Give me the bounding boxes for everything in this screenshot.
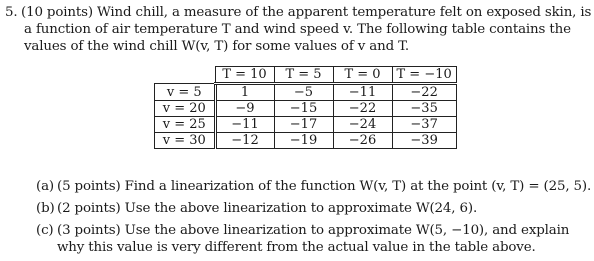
table-corner-cell xyxy=(155,67,216,84)
subparts-list xyxy=(36,178,592,261)
table-cell: −9 xyxy=(215,101,274,117)
table-cell: −15 xyxy=(274,101,333,117)
table-row-header: v = 5 xyxy=(155,84,216,101)
table-cell: −11 xyxy=(333,84,392,101)
table-col-header: T = 0 xyxy=(333,67,392,84)
table-cell: 1 xyxy=(215,84,274,101)
table-cell: −17 xyxy=(274,117,333,133)
part-a xyxy=(36,178,592,195)
table-header-row xyxy=(155,67,457,84)
table-row xyxy=(155,117,457,133)
part-text: (5 points) Find a linearization of the function W(v, T) at the point (v, T) = (25, 5). xyxy=(57,179,592,194)
intro-line-1 xyxy=(5,4,592,21)
table-row-header: v = 25 xyxy=(155,117,216,133)
table-row-header: v = 30 xyxy=(155,133,216,149)
table-cell: −5 xyxy=(274,84,333,101)
part-text: (2 points) Use the above linearization to approximate W(24, 6). xyxy=(57,201,478,216)
part-label: (a) xyxy=(36,179,54,194)
intro-line-3: values of the wind chill W(v, T) for some values of v and T. xyxy=(24,39,410,54)
table-row-header: v = 20 xyxy=(155,101,216,117)
table-cell: −12 xyxy=(215,133,274,149)
intro-line-2: a function of air temperature T and wind speed v. The following table contains the xyxy=(24,22,571,37)
table-row xyxy=(155,101,457,117)
intro-text-1: (10 points) Wind chill, a measure of the apparent temperature felt on exposed skin, is xyxy=(21,5,592,20)
part-b xyxy=(36,200,586,217)
table-cell: −37 xyxy=(392,117,456,133)
table-cell: −35 xyxy=(392,101,456,117)
part-label: (b) xyxy=(36,201,55,216)
part-label: (c) xyxy=(36,223,54,238)
table-row xyxy=(155,133,457,149)
wind-chill-table xyxy=(154,66,457,149)
part-text: (3 points) Use the above linearization to approximate W(5, −10), and explain xyxy=(57,223,570,238)
table-col-header: T = 5 xyxy=(274,67,333,84)
table-cell: −26 xyxy=(333,133,392,149)
table-cell: −39 xyxy=(392,133,456,149)
table-row xyxy=(155,84,457,101)
part-text-continued: why this value is very different from the actual value in the table above. xyxy=(57,240,536,255)
table-cell: −22 xyxy=(333,101,392,117)
problem-intro xyxy=(5,4,592,55)
part-c xyxy=(36,222,586,256)
table-cell: −19 xyxy=(274,133,333,149)
table-cell: −24 xyxy=(333,117,392,133)
table-cell: −11 xyxy=(215,117,274,133)
problem-5 xyxy=(5,4,592,55)
table-col-header: T = −10 xyxy=(392,67,456,84)
problem-number: 5. xyxy=(5,5,18,20)
table-col-header: T = 10 xyxy=(215,67,274,84)
table-cell: −22 xyxy=(392,84,456,101)
